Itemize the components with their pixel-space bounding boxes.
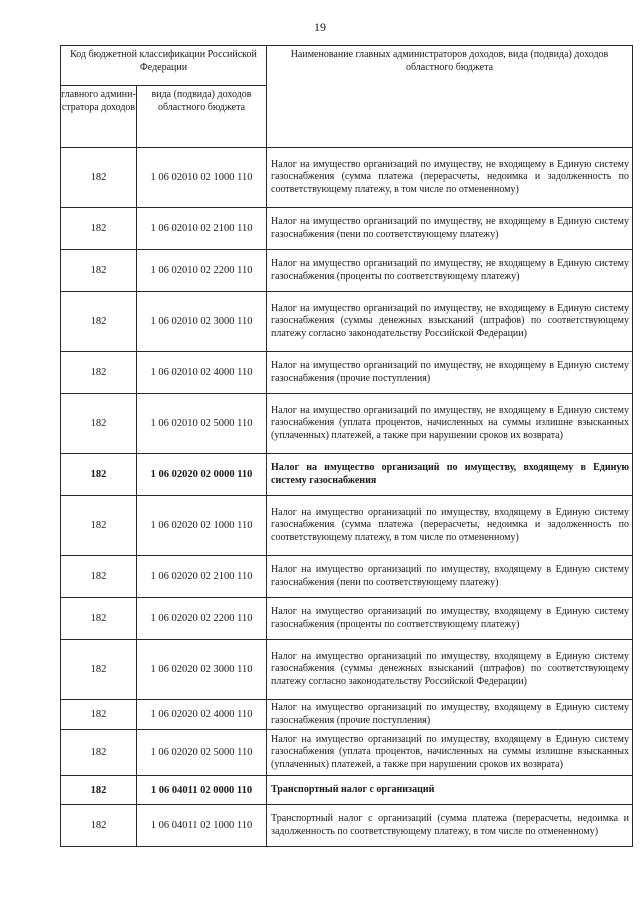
income-code-cell: 1 06 02020 02 1000 110 bbox=[137, 496, 267, 556]
table-row bbox=[61, 148, 633, 208]
admin-code-cell: 182 bbox=[61, 352, 137, 394]
income-name-cell: Налог на имущество организаций по имуществу, входящему в Единую систему газоснабжения (прочие поступления) bbox=[267, 700, 633, 730]
income-name-cell: Налог на имущество организаций по имуществу, входящему в Единую систему газоснабжения (суммы денежных взысканий (штрафов) по соответствующему платежу согласно законодательству Российской Федерации) bbox=[267, 640, 633, 700]
table-row bbox=[61, 805, 633, 847]
header-main-administrator: главного админи-стратора доходов bbox=[61, 86, 137, 148]
table-row bbox=[61, 700, 633, 730]
income-name-cell: Налог на имущество организаций по имуществу, не входящему в Единую систему газоснабжения (уплата процентов, начисленных на суммы излишне взысканных (уплаченных) платежей, а также при нарушении сроков их возврата) bbox=[267, 394, 633, 454]
income-name-cell: Налог на имущество организаций по имуществу, не входящему в Единую систему газоснабжения (проценты по соответствующему платежу) bbox=[267, 250, 633, 292]
table-row bbox=[61, 394, 633, 454]
income-code-cell: 1 06 02020 02 2200 110 bbox=[137, 598, 267, 640]
income-code-cell: 1 06 02010 02 1000 110 bbox=[137, 148, 267, 208]
income-name-cell: Налог на имущество организаций по имуществу, входящему в Единую систему газоснабжения (пени по соответствующему платежу) bbox=[267, 556, 633, 598]
table-row bbox=[61, 640, 633, 700]
income-name-cell: Налог на имущество организаций по имуществу, не входящему в Единую систему газоснабжения (пени по соответствующему платежу) bbox=[267, 208, 633, 250]
table-row bbox=[61, 776, 633, 805]
page-number: 19 bbox=[314, 20, 326, 34]
admin-code-cell: 182 bbox=[61, 250, 137, 292]
income-name-cell: Налог на имущество организаций по имуществу, не входящему в Единую систему газоснабжения (сумма платежа (перерасчеты, недоимка и задолженность по соответствующему платежу, в том числе по отмененному) bbox=[267, 148, 633, 208]
income-name-cell: Налог на имущество организаций по имуществу, входящему в Единую систему газоснабжения (проценты по соответствующему платежу) bbox=[267, 598, 633, 640]
income-code-cell: 1 06 02010 02 3000 110 bbox=[137, 292, 267, 352]
table-row bbox=[61, 598, 633, 640]
header-classification-code: Код бюджетной классификации Российской Федерации bbox=[61, 46, 267, 86]
income-name-cell: Транспортный налог с организаций bbox=[267, 776, 633, 805]
income-code-cell: 1 06 02020 02 4000 110 bbox=[137, 700, 267, 730]
admin-code-cell: 182 bbox=[61, 776, 137, 805]
income-code-cell: 1 06 02020 02 0000 110 bbox=[137, 454, 267, 496]
income-code-cell: 1 06 02010 02 5000 110 bbox=[137, 394, 267, 454]
header-income-kind: вида (подвида) доходов областного бюджета bbox=[137, 86, 267, 148]
income-name-cell: Налог на имущество организаций по имуществу, не входящему в Единую систему газоснабжения (суммы денежных взысканий (штрафов) по соответствующему платежу согласно законодательству Российской Федерации) bbox=[267, 292, 633, 352]
table-row bbox=[61, 250, 633, 292]
table-row bbox=[61, 352, 633, 394]
income-name-cell: Налог на имущество организаций по имуществу, входящему в Единую систему газоснабжения bbox=[267, 454, 633, 496]
table-row bbox=[61, 730, 633, 776]
admin-code-cell: 182 bbox=[61, 598, 137, 640]
admin-code-cell: 182 bbox=[61, 700, 137, 730]
income-name-cell: Налог на имущество организаций по имуществу, не входящему в Единую систему газоснабжения (прочие поступления) bbox=[267, 352, 633, 394]
admin-code-cell: 182 bbox=[61, 394, 137, 454]
budget-classification-table bbox=[60, 45, 633, 847]
admin-code-cell: 182 bbox=[61, 454, 137, 496]
admin-code-cell: 182 bbox=[61, 496, 137, 556]
income-code-cell: 1 06 04011 02 1000 110 bbox=[137, 805, 267, 847]
income-code-cell: 1 06 02020 02 5000 110 bbox=[137, 730, 267, 776]
admin-code-cell: 182 bbox=[61, 208, 137, 250]
income-name-cell: Транспортный налог с организаций (сумма платежа (перерасчеты, недоимка и задолженность по соответствующему платежу, в том числе по отмененному) bbox=[267, 805, 633, 847]
admin-code-cell: 182 bbox=[61, 640, 137, 700]
income-name-cell: Налог на имущество организаций по имуществу, входящему в Единую систему газоснабжения (сумма платежа (перерасчеты, недоимка и задолженность по соответствующему платежу, в том числе по отмененному) bbox=[267, 496, 633, 556]
income-code-cell: 1 06 02010 02 2100 110 bbox=[137, 208, 267, 250]
header-administrator-name: Наименование главных администраторов доходов, вида (подвида) доходов областного бюджета bbox=[267, 46, 633, 148]
admin-code-cell: 182 bbox=[61, 556, 137, 598]
table-row bbox=[61, 208, 633, 250]
table-row bbox=[61, 454, 633, 496]
income-code-cell: 1 06 02020 02 2100 110 bbox=[137, 556, 267, 598]
income-code-cell: 1 06 02010 02 2200 110 bbox=[137, 250, 267, 292]
admin-code-cell: 182 bbox=[61, 292, 137, 352]
income-code-cell: 1 06 02020 02 3000 110 bbox=[137, 640, 267, 700]
income-code-cell: 1 06 04011 02 0000 110 bbox=[137, 776, 267, 805]
admin-code-cell: 182 bbox=[61, 805, 137, 847]
table-row bbox=[61, 292, 633, 352]
table-body bbox=[61, 148, 633, 847]
admin-code-cell: 182 bbox=[61, 730, 137, 776]
table-row bbox=[61, 556, 633, 598]
income-code-cell: 1 06 02010 02 4000 110 bbox=[137, 352, 267, 394]
admin-code-cell: 182 bbox=[61, 148, 137, 208]
table-row bbox=[61, 496, 633, 556]
income-name-cell: Налог на имущество организаций по имуществу, входящему в Единую систему газоснабжения (уплата процентов, начисленных на суммы излишне взысканных (уплаченных) платежей, а также при нарушении сроков их возврата) bbox=[267, 730, 633, 776]
